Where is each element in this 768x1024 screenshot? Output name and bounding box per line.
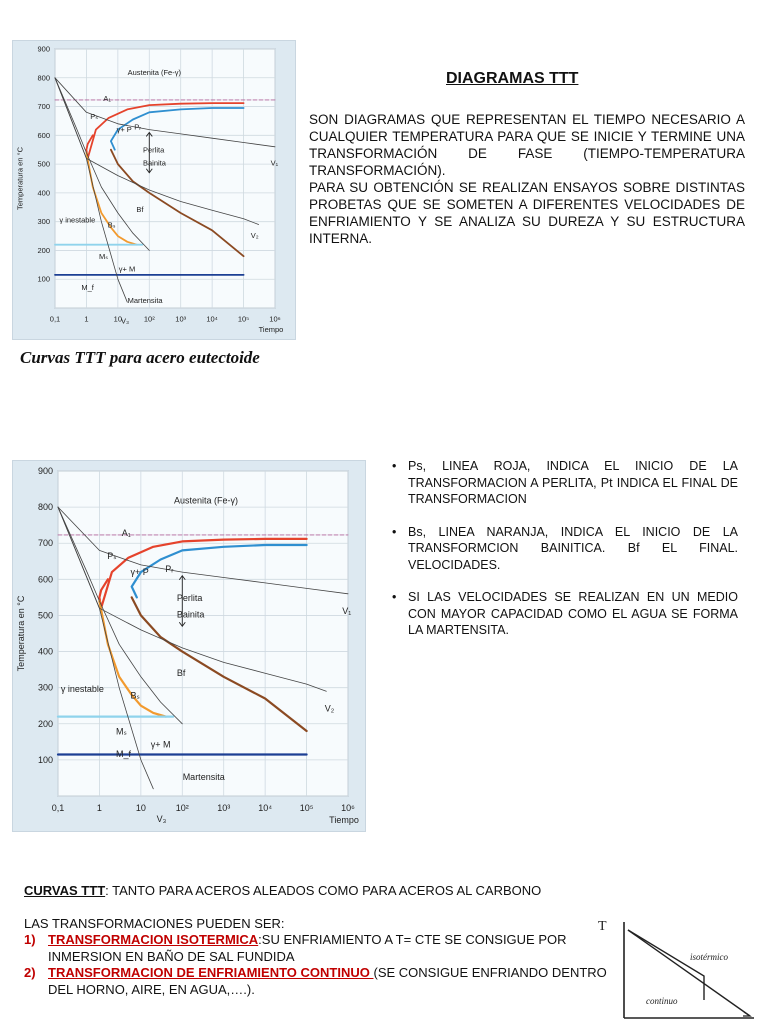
y-tick-label: 600 bbox=[37, 574, 53, 585]
chart-annotation: γ+ M bbox=[150, 739, 171, 750]
chart-annotation: Perlita bbox=[176, 593, 203, 603]
plot-area bbox=[55, 49, 275, 308]
page-title: DIAGRAMAS TTT bbox=[446, 70, 579, 87]
x-tick-label: 10 bbox=[135, 803, 146, 813]
item-number: 2) bbox=[24, 965, 36, 980]
transform-item-2 bbox=[24, 965, 614, 998]
x-tick-label: 10⁶ bbox=[269, 314, 281, 324]
chart-annotation: γ inestable bbox=[60, 684, 104, 694]
bullet-icon: • bbox=[392, 524, 397, 539]
chart-annotation: M_f bbox=[81, 282, 94, 292]
y-tick-label: 700 bbox=[37, 102, 50, 112]
chart-annotation: Bₛ bbox=[130, 690, 140, 701]
x-tick-label: 10³ bbox=[175, 314, 187, 324]
x-tick-label: 10⁴ bbox=[258, 803, 273, 813]
chart-annotation: V₁ bbox=[342, 606, 352, 616]
item-number: 1) bbox=[24, 932, 36, 947]
chart-annotation: Bainita bbox=[143, 158, 166, 168]
chart-annotation: V₃ bbox=[156, 814, 167, 824]
ttt-chart-top bbox=[12, 40, 296, 340]
y-tick-label: 800 bbox=[37, 73, 50, 83]
sketch-axis-label: T bbox=[598, 919, 607, 934]
bullet-item bbox=[392, 524, 738, 574]
bullet-item bbox=[392, 458, 738, 508]
intro-text bbox=[309, 111, 745, 247]
chart-annotation: Pᵣ bbox=[165, 563, 174, 574]
y-tick-label: 700 bbox=[37, 538, 53, 549]
y-tick-label: 400 bbox=[37, 646, 53, 657]
x-tick-label: 0,1 bbox=[51, 803, 65, 813]
chart-annotation: Pₛ bbox=[107, 550, 117, 561]
curvas-paragraph bbox=[24, 883, 614, 900]
y-tick-label: 900 bbox=[37, 44, 50, 54]
ttt-chart-top-svg bbox=[13, 41, 295, 339]
chart-annotation: Pₛ bbox=[90, 111, 99, 121]
y-axis-label: Temperatura en °C bbox=[15, 146, 25, 211]
chart-annotation: Mₛ bbox=[116, 726, 127, 737]
x-tick-label: 1 bbox=[84, 314, 89, 324]
chart-annotation: A₁ bbox=[121, 528, 131, 538]
bullet-icon: • bbox=[392, 590, 397, 604]
x-tick-label: 10⁵ bbox=[299, 803, 314, 813]
y-tick-label: 600 bbox=[37, 130, 50, 140]
x-tick-label: 10⁶ bbox=[341, 803, 355, 813]
intro-paragraph-2: PARA SU OBTENCIÓN SE REALIZAN ENSAYOS SOBRE DISTINTAS PROBETAS QUE SE SOMETEN A DIFERENTES VELOCIDADES DE ENFRIAMIENTO Y SE ANALIZA SU DUREZA Y SU ESTRUCTURA INTERNA. bbox=[309, 180, 745, 246]
chart-annotation: Martensita bbox=[182, 771, 225, 782]
chart-annotation: Martensita bbox=[127, 295, 163, 305]
sketch-isothermal-line bbox=[628, 930, 704, 1000]
y-tick-label: 100 bbox=[37, 754, 53, 765]
chart-annotation: Bₛ bbox=[107, 220, 116, 230]
ttt-chart-bottom-svg bbox=[13, 461, 365, 831]
chart-annotation: γ inestable bbox=[59, 215, 96, 225]
chart-annotation: V₂ bbox=[324, 703, 335, 714]
x-tick-label: 10² bbox=[143, 314, 155, 324]
bottom-section bbox=[24, 883, 614, 998]
y-tick-label: 300 bbox=[37, 217, 50, 227]
chart-annotation: Bf bbox=[136, 205, 144, 215]
bullet-text: Bs, LINEA NARANJA, INDICA EL INICIO DE LA TRANSFORMCION BAINITICA. Bf EL FINAL. VELOCIDADES. bbox=[408, 524, 738, 572]
ttt-chart-bottom bbox=[12, 460, 366, 832]
chart-annotation: Pᵣ bbox=[134, 122, 142, 132]
item-body bbox=[48, 965, 614, 998]
item-title: TRANSFORMACION DE ENFRIAMIENTO CONTINUO bbox=[48, 965, 374, 980]
chart-annotation: Bainita bbox=[176, 609, 205, 620]
x-tick-label: 10⁵ bbox=[237, 314, 250, 324]
y-tick-label: 100 bbox=[37, 274, 50, 284]
curvas-label: CURVAS TTT bbox=[24, 883, 106, 898]
x-tick-label: 10³ bbox=[217, 803, 231, 813]
y-tick-label: 200 bbox=[37, 245, 50, 255]
x-axis-label: Tiempo bbox=[258, 325, 284, 334]
y-axis-label: Temperatura en °C bbox=[16, 595, 26, 672]
sketch-continuous-label: continuo bbox=[646, 996, 678, 1006]
chart-annotation: V₂ bbox=[250, 231, 259, 241]
item-text: (SE CONSIGUE ENFRIANDO DENTRO DEL HORNO, AIRE, EN AGUA,….). bbox=[48, 965, 607, 997]
x-tick-label: 10² bbox=[175, 803, 189, 813]
chart-annotation: V₃ bbox=[121, 316, 130, 326]
y-tick-label: 300 bbox=[37, 682, 53, 693]
y-tick-label: 500 bbox=[37, 610, 53, 621]
sketch-arrow-icon bbox=[743, 1012, 750, 1016]
chart-annotation: Perlita bbox=[143, 145, 165, 155]
y-tick-label: 500 bbox=[37, 159, 50, 169]
x-axis-label: Tiempo bbox=[329, 815, 359, 825]
x-tick-label: 10 bbox=[113, 314, 123, 324]
chart-annotation: γ+ P bbox=[116, 124, 132, 134]
chart-annotation: Austenita (Fe-γ) bbox=[127, 67, 181, 77]
chart-caption: Curvas TTT para acero eutectoide bbox=[20, 348, 260, 367]
bullet-item bbox=[392, 589, 738, 639]
item-body bbox=[48, 932, 614, 965]
cooling-sketch bbox=[594, 916, 760, 1022]
bullet-text: SI LAS VELOCIDADES SE REALIZAN EN UN MEDIO CON MAYOR CAPACIDAD COMO EL AGUA SE FORMA LA MARTENSITA. bbox=[408, 590, 738, 637]
x-tick-label: 1 bbox=[96, 803, 102, 813]
bullet-icon: • bbox=[392, 459, 397, 473]
x-tick-label: 10⁴ bbox=[206, 314, 218, 324]
chart-annotation: γ+ P bbox=[130, 567, 149, 577]
curvas-text: : TANTO PARA ACEROS ALEADOS COMO PARA ACEROS AL CARBONO bbox=[105, 883, 542, 898]
intro-paragraph-1: SON DIAGRAMAS QUE REPRESENTAN EL TIEMPO NECESARIO A CUALQUIER TEMPERATURA PARA QUE SE INICIE Y TERMINE UNA TRANSFORMACIÓN DE FASE (TIEMPO-TEMPERATURA TRANSFORMACIÓN). bbox=[309, 112, 745, 178]
chart-annotation: Bf bbox=[176, 667, 186, 678]
y-tick-label: 800 bbox=[37, 502, 53, 513]
chart-annotation: V₁ bbox=[270, 158, 279, 168]
chart-annotation: M_f bbox=[116, 749, 132, 759]
x-tick-label: 0,1 bbox=[49, 314, 61, 324]
bullet-list bbox=[392, 458, 738, 655]
y-tick-label: 400 bbox=[37, 188, 50, 198]
item-title: TRANSFORMACION ISOTERMICA bbox=[48, 932, 259, 947]
chart-annotation: Mₛ bbox=[99, 251, 109, 261]
transform-item-1 bbox=[24, 932, 614, 965]
plot-area bbox=[58, 471, 348, 796]
transform-intro: LAS TRANSFORMACIONES PUEDEN SER: bbox=[24, 915, 285, 931]
sketch-isothermal-label: isotérmico bbox=[690, 952, 728, 962]
chart-annotation: Austenita (Fe-γ) bbox=[174, 495, 239, 506]
chart-annotation: A₁ bbox=[103, 93, 111, 103]
item-text: :SU ENFRIAMIENTO A T= CTE SE CONSIGUE POR INMERSION EN BAÑO DE SAL FUNDIDA bbox=[48, 932, 567, 964]
bullet-text: Ps, LINEA ROJA, INDICA EL INICIO DE LA TRANSFORMACION A PERLITA, Pt INDICA EL FINAL DE TRANSFORMACION bbox=[408, 459, 738, 506]
y-tick-label: 900 bbox=[37, 466, 53, 476]
chart-annotation: γ+ M bbox=[118, 264, 136, 274]
y-tick-label: 200 bbox=[37, 718, 53, 729]
